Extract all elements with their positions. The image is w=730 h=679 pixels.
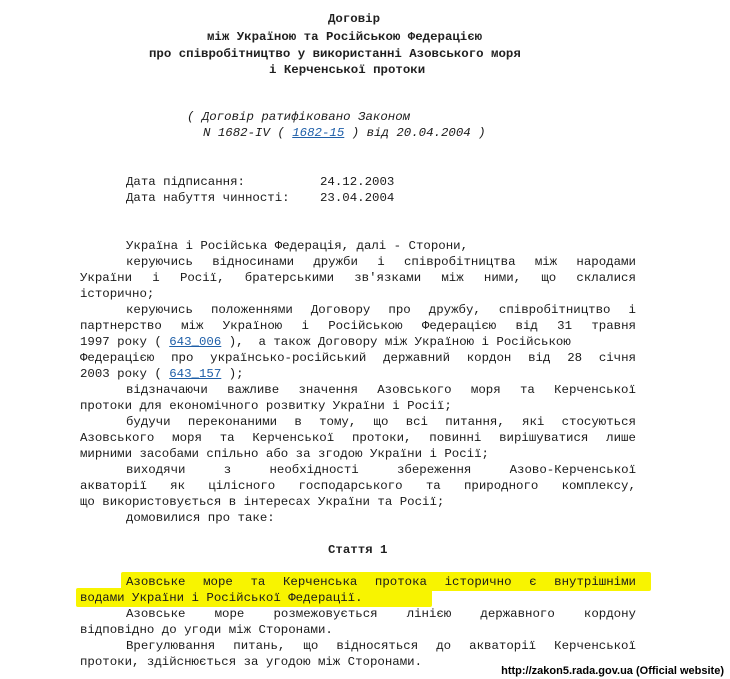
word: травня	[591, 319, 636, 333]
word: що	[373, 415, 389, 429]
word: та	[425, 479, 441, 493]
word: Врегулювання	[126, 639, 216, 653]
title-line-3: про співробітництво у використанні Азовського моря	[149, 47, 521, 61]
word: дружбу,	[428, 303, 481, 317]
p3-line-5-suffix: );	[221, 367, 244, 381]
word: від	[515, 319, 538, 333]
word: акваторії	[469, 639, 537, 653]
preamble-p3-line-4	[80, 350, 636, 366]
word: протоки,	[351, 431, 412, 445]
preamble-parties: Україна і Російська Федерація, далі - Сторони,	[126, 239, 469, 253]
word: Керченська	[282, 575, 358, 589]
word: збереження	[396, 463, 472, 477]
preamble-p3-line-3	[80, 334, 571, 350]
title-line-1: Договір	[328, 12, 381, 26]
word: про	[388, 303, 411, 317]
word: важливе	[227, 383, 280, 397]
word: стосуються	[561, 415, 636, 429]
word: в	[294, 415, 302, 429]
article-1-p3-line-2: протоки, здійснюється за угодою між Сторонами.	[80, 655, 423, 669]
word: моря	[470, 383, 501, 397]
word: між	[441, 271, 464, 285]
word: братерськими	[244, 271, 335, 285]
word: моря	[172, 431, 202, 445]
word: України	[80, 271, 133, 285]
word: значення	[298, 383, 358, 397]
word: 31	[557, 319, 573, 333]
word: українсько-російський	[210, 351, 367, 365]
word: є	[529, 575, 537, 589]
word: море	[214, 607, 245, 621]
word: що	[541, 271, 557, 285]
word: виходячи	[126, 463, 186, 477]
word: акваторії	[80, 479, 147, 493]
word: необхідності	[269, 463, 359, 477]
article-1-highlight-line-1	[126, 574, 636, 590]
article-1-highlight-line-2: водами України і Російської Федерації.	[80, 591, 363, 605]
word: Керченської	[554, 639, 636, 653]
preamble-p6-line-1	[126, 462, 636, 478]
article-1-p2-line-1	[126, 606, 636, 622]
word: Федерацією	[80, 351, 155, 365]
word: протока	[374, 575, 427, 589]
word: склалися	[576, 271, 636, 285]
word: відносяться	[336, 639, 419, 653]
word: Азовського	[377, 383, 452, 397]
word: переконаними	[187, 415, 278, 429]
ratification-line-2	[203, 125, 486, 141]
word: Азовське	[126, 607, 186, 621]
word: між	[181, 319, 204, 333]
preamble-p6-line-3: що використовується в інтересах України та Росії;	[80, 495, 445, 509]
word: та	[519, 383, 535, 397]
word: зв'язками	[354, 271, 422, 285]
word: дружби	[313, 255, 358, 269]
word: Договору	[310, 303, 371, 317]
word: і	[628, 303, 636, 317]
preamble-p2-line-2	[80, 270, 636, 286]
word: Азовське	[126, 575, 186, 589]
word: від	[528, 351, 551, 365]
word: Керченської	[554, 383, 636, 397]
ratification-line-1: ( Договір ратифіковано Законом	[187, 110, 411, 124]
preamble-p3-line-2	[80, 318, 636, 334]
article-1-p2-line-2: відповідно до угоди між Сторонами.	[80, 623, 333, 637]
preamble-p2-line-1	[126, 254, 636, 270]
signed-date-value: 24.12.2003	[320, 175, 395, 189]
word: вирішуватися	[499, 431, 589, 445]
word: відзначаючи	[126, 383, 208, 397]
word: Азовського	[80, 431, 155, 445]
effective-date-value: 23.04.2004	[320, 191, 395, 205]
preamble-p4-line-1	[126, 382, 636, 398]
word: цілісного	[208, 479, 276, 493]
word: і	[301, 319, 309, 333]
word: повинні	[429, 431, 482, 445]
p3-line-3-suffix: ), а також Договору між Україною і Російською	[221, 335, 571, 349]
word: відносинами	[212, 255, 295, 269]
treaty-643-006-link[interactable]: 643_006	[169, 335, 222, 349]
word: та	[250, 575, 266, 589]
word: з	[223, 463, 232, 477]
effective-date-label: Дата набуття чинності:	[126, 191, 290, 205]
word: Україною	[222, 319, 283, 333]
word: природного	[463, 479, 539, 493]
title-line-2: між Україною та Російською Федерацією	[207, 30, 483, 44]
word: керуючись	[126, 255, 193, 269]
word: будучи	[126, 415, 171, 429]
word: народами	[576, 255, 636, 269]
word: Росії,	[179, 271, 225, 285]
word: що	[303, 639, 319, 653]
p3-line-3-prefix: 1997 року (	[80, 335, 170, 349]
word: державного	[480, 607, 555, 621]
word: господарського	[298, 479, 403, 493]
word: Російською	[328, 319, 403, 333]
word: ними,	[483, 271, 522, 285]
word: як	[170, 479, 186, 493]
word: комплексу,	[561, 479, 636, 493]
word: Федерацією	[421, 319, 497, 333]
preamble-p2-line-3: історично;	[80, 287, 155, 301]
word: 28	[567, 351, 583, 365]
article-1-heading: Стаття 1	[328, 543, 388, 557]
title-line-4: і Керченської протоки	[269, 63, 426, 77]
signed-date-label: Дата підписання:	[126, 175, 245, 189]
word: положеннями	[210, 303, 293, 317]
law-1682-15-link[interactable]: 1682-15	[292, 126, 345, 140]
word: кордон	[466, 351, 512, 365]
word: історично	[444, 575, 512, 589]
word: та	[219, 431, 235, 445]
preamble-p3-line-1	[126, 302, 636, 318]
preamble-p5-line-2	[80, 430, 636, 446]
word: і	[377, 255, 385, 269]
word: співробітництва	[403, 255, 516, 269]
word: між	[534, 255, 558, 269]
article-1-p3-line-1	[126, 638, 636, 654]
word: керуючись	[126, 303, 193, 317]
treaty-643-157-link[interactable]: 643_157	[169, 367, 222, 381]
word: про	[171, 351, 194, 365]
word: лінією	[406, 607, 452, 621]
word: державний	[383, 351, 450, 365]
source-watermark: http://zakon5.rada.gov.ua (Official website)	[498, 665, 727, 677]
preamble-p3-line-5	[80, 366, 244, 382]
preamble-p5-line-1	[126, 414, 636, 430]
word: розмежовується	[273, 607, 378, 621]
ratification-prefix: N 1682-IV (	[203, 126, 293, 140]
word: Керченської	[252, 431, 335, 445]
preamble-p6-line-2	[80, 478, 636, 494]
word: лише	[606, 431, 636, 445]
word: море	[203, 575, 233, 589]
word: кордону	[583, 607, 636, 621]
word: до	[436, 639, 452, 653]
word: Азово-Керченської	[509, 463, 636, 477]
preamble-p5-line-3: мирними засобами спільно або за згодою України і Росії;	[80, 447, 489, 461]
p3-line-5-prefix: 2003 року (	[80, 367, 170, 381]
preamble-agreed: домовилися про таке:	[126, 511, 275, 525]
word: які	[522, 415, 545, 429]
word: питань,	[233, 639, 286, 653]
word: внутрішніми	[554, 575, 636, 589]
word: і	[152, 271, 160, 285]
word: співробітництво	[498, 303, 611, 317]
word: питання,	[445, 415, 505, 429]
word: січня	[598, 351, 636, 365]
word: партнерство	[80, 319, 162, 333]
ratification-suffix: ) від 20.04.2004 )	[344, 126, 486, 140]
word: всі	[405, 415, 428, 429]
preamble-p4-line-2: протоки для економічного розвитку України і Росії;	[80, 399, 452, 413]
word: тому,	[319, 415, 357, 429]
